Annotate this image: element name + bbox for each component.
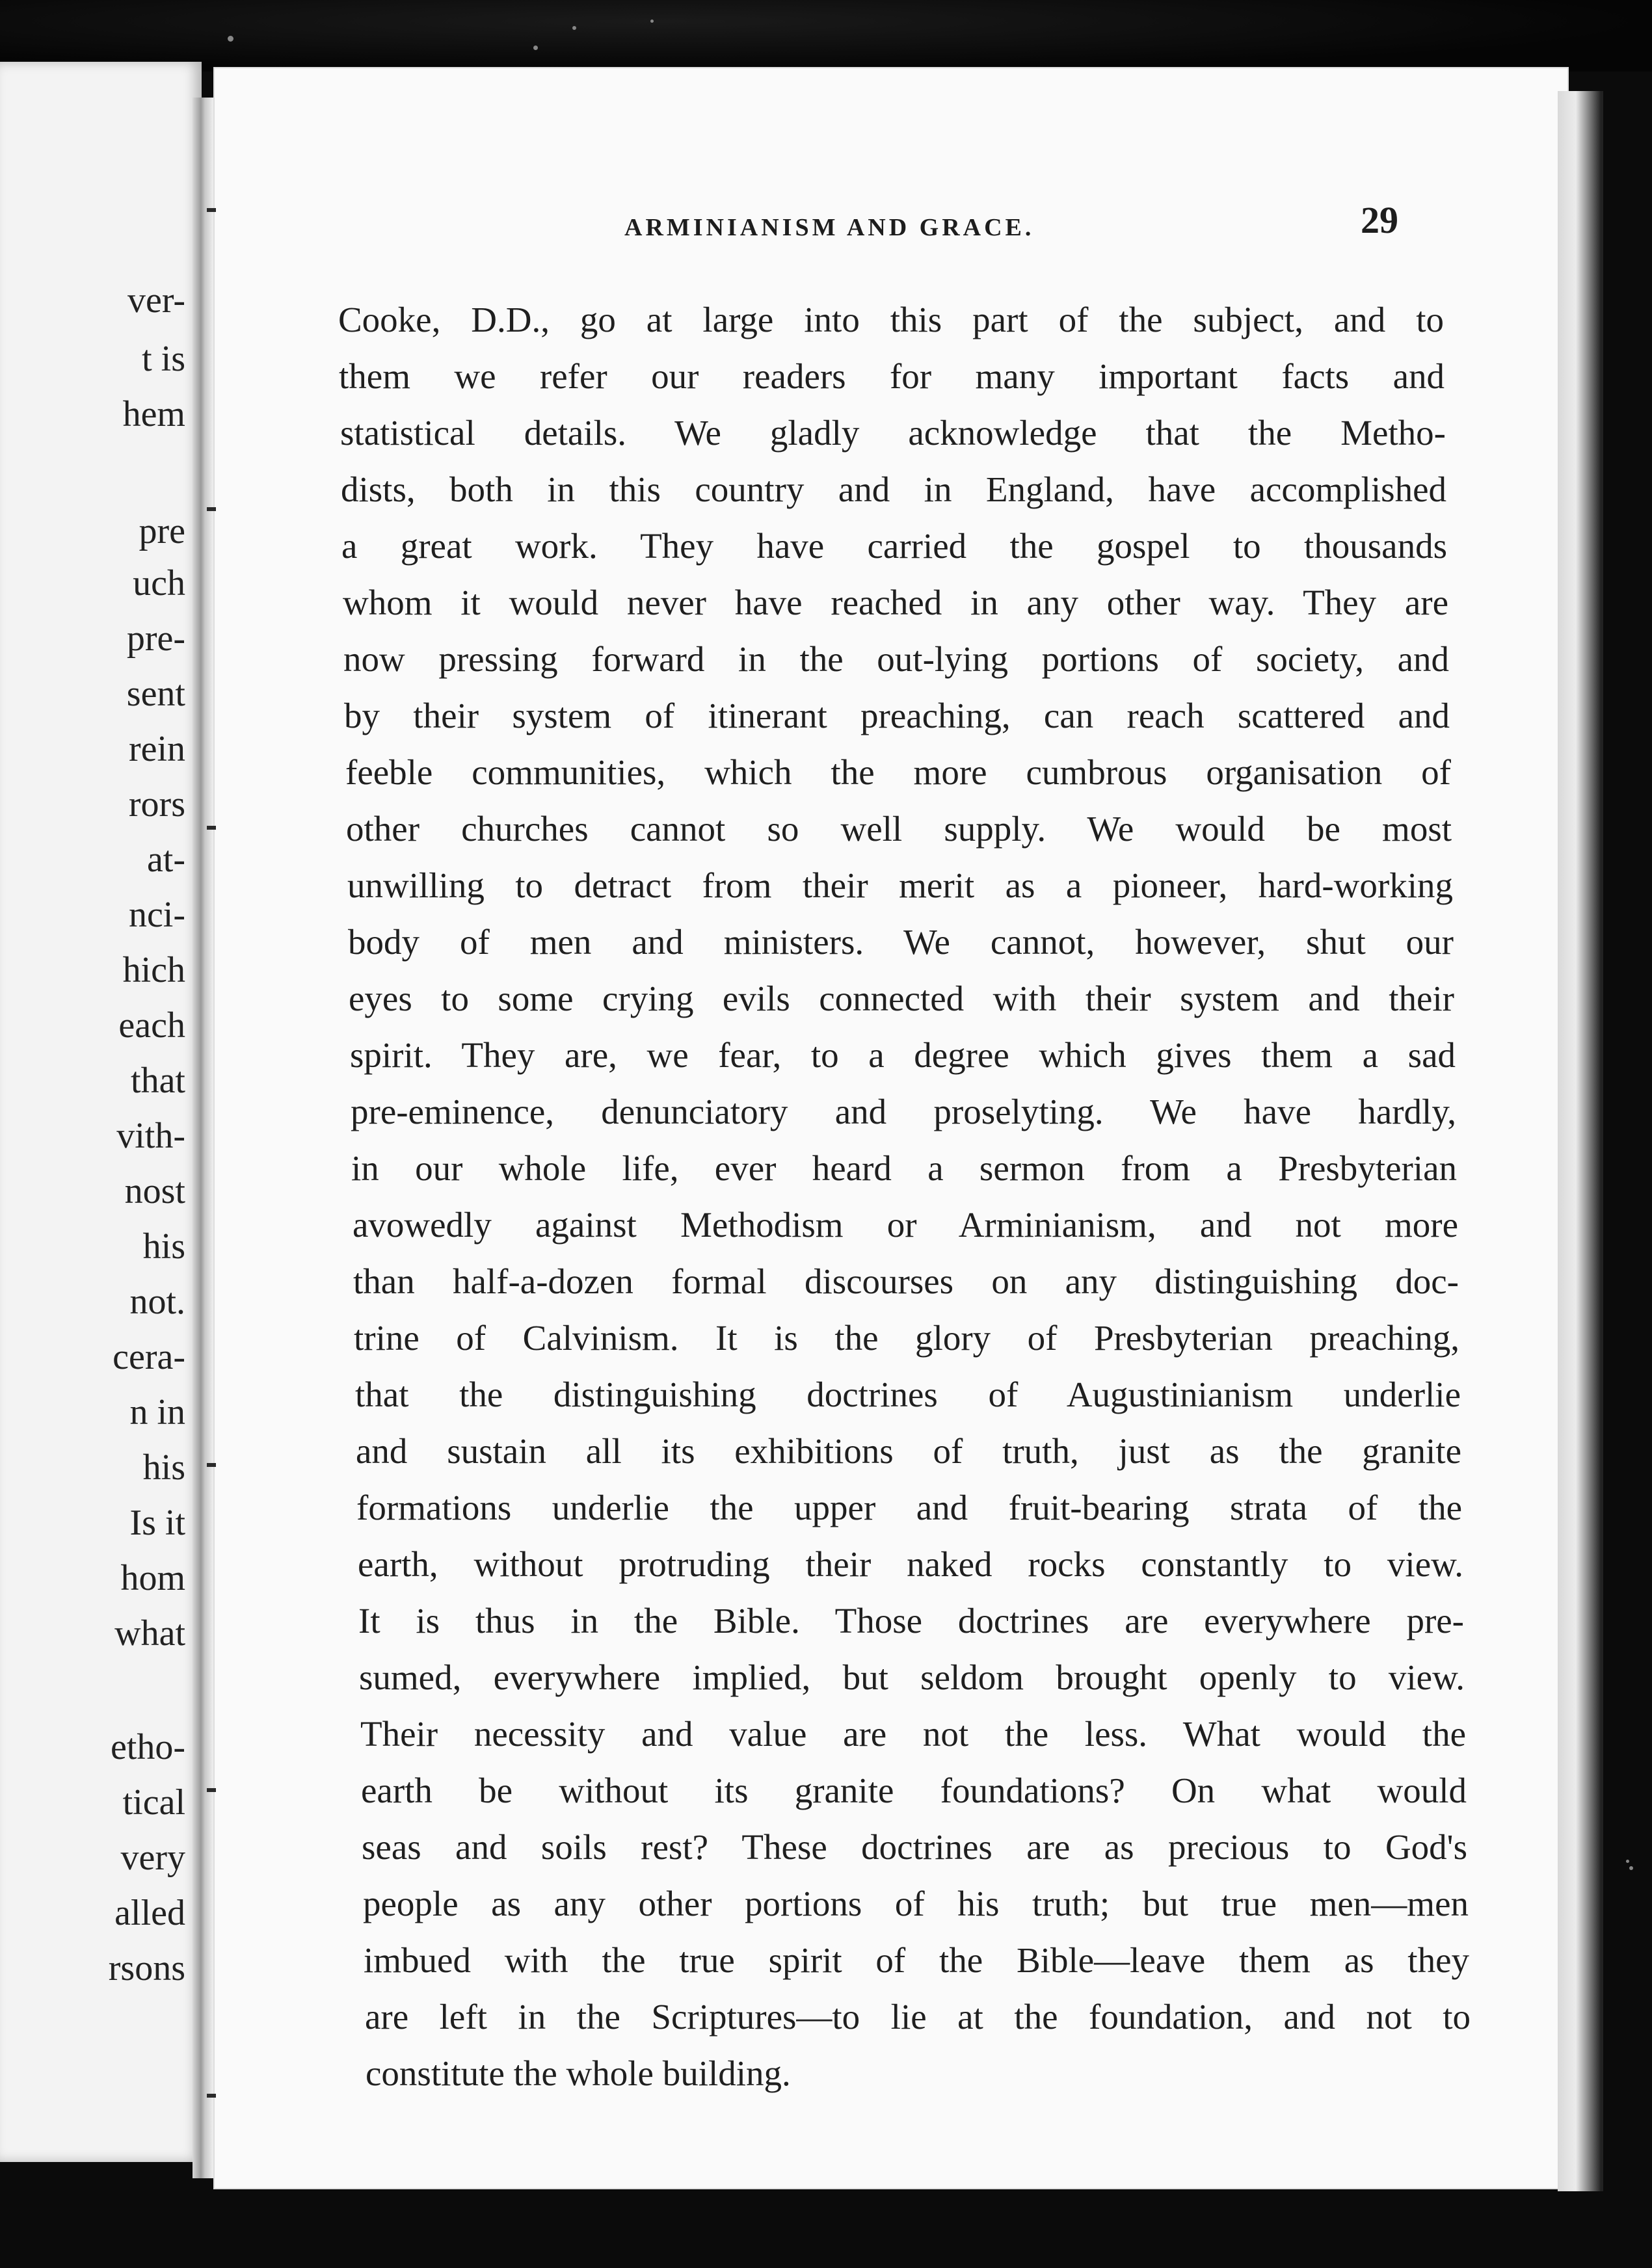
text-line: formations underlie the upper and fruit-bearing strata of the xyxy=(356,1488,1462,1527)
facing-page-line: very xyxy=(120,1838,185,1878)
facing-page-line: tical xyxy=(122,1782,185,1823)
binding-stitch xyxy=(207,1463,216,1467)
text-line: in our whole life, ever heard a sermon from a Presbyterian xyxy=(351,1148,1457,1188)
text-line: by their system of itinerant preaching, can reach scattered and xyxy=(344,696,1450,735)
film-speck xyxy=(1626,1860,1629,1863)
text-line: sumed, everywhere implied, but seldom brought openly to view. xyxy=(359,1657,1465,1697)
text-line: body of men and ministers. We cannot, however, shut our xyxy=(348,922,1454,962)
film-speck xyxy=(533,46,538,50)
facing-page-line: what xyxy=(114,1613,185,1654)
text-line: other churches cannot so well supply. We would be most xyxy=(346,809,1452,849)
text-line: a great work. They have carried the gospel to thousands xyxy=(341,526,1447,566)
facing-page-line: cera- xyxy=(113,1337,185,1377)
binding-stitch xyxy=(207,826,216,830)
film-speck xyxy=(650,20,654,23)
text-line: statistical details. We gladly acknowledge that the Metho- xyxy=(340,413,1446,453)
page-edge-shadow xyxy=(1558,91,1603,2191)
facing-page-line: hom xyxy=(120,1558,185,1598)
facing-page-line: n in xyxy=(129,1392,185,1432)
text-line: dists, both in this country and in England, have accomplished xyxy=(341,469,1446,509)
film-border-top xyxy=(0,0,1652,72)
book-gutter xyxy=(193,98,213,2178)
facing-page-line: rors xyxy=(128,784,185,824)
text-line: Their necessity and value are not the less. What would the xyxy=(360,1714,1466,1754)
facing-page-line: alled xyxy=(114,1893,185,1933)
binding-stitch xyxy=(207,1788,216,1792)
text-line: than half-a-dozen formal discourses on any distinguishing doc- xyxy=(353,1261,1459,1301)
facing-page-line: each xyxy=(118,1005,185,1046)
running-head: ARMINIANISM AND GRACE. xyxy=(624,214,1035,241)
facing-page-line: pre- xyxy=(126,618,185,659)
text-line: now pressing forward in the out-lying portions of society, and xyxy=(343,639,1449,679)
facing-page-line: pre xyxy=(139,511,185,551)
text-line: that the distinguishing doctrines of Augustinianism underlie xyxy=(355,1375,1461,1414)
text-line: trine of Calvinism. It is the glory of Presbyterian preaching, xyxy=(354,1318,1459,1358)
facing-page-line: rsons xyxy=(108,1948,185,1988)
facing-page-fragment xyxy=(0,62,202,2162)
facing-page-line: etho- xyxy=(110,1727,185,1767)
text-line: imbued with the true spirit of the Bible—leave them as they xyxy=(364,1940,1469,1980)
text-line: unwilling to detract from their merit as a pioneer, hard-working xyxy=(347,865,1453,905)
facing-page-line: nost xyxy=(124,1171,185,1211)
facing-page-line: ver- xyxy=(127,280,185,321)
text-line: and sustain all its exhibitions of truth, just as the granite xyxy=(356,1431,1461,1471)
text-line: whom it would never have reached in any other way. They are xyxy=(343,583,1448,622)
binding-stitch xyxy=(207,507,216,511)
film-speck xyxy=(1629,1866,1633,1870)
facing-page-line: hich xyxy=(122,950,185,990)
text-line: It is thus in the Bible. Those doctrines are everywhere pre- xyxy=(358,1601,1464,1641)
text-line: people as any other portions of his truth; but true men—men xyxy=(363,1884,1469,1923)
facing-page-line: sent xyxy=(126,674,185,714)
text-line: them we refer our readers for many important facts and xyxy=(339,356,1445,396)
binding-stitch xyxy=(207,208,216,212)
text-line: Cooke, D.D., go at large into this part of the subject, and to xyxy=(338,300,1444,339)
facing-page-line: t is xyxy=(142,339,185,379)
film-speck xyxy=(228,36,233,42)
facing-page-line: vith- xyxy=(116,1116,185,1156)
facing-page-line: rein xyxy=(128,729,185,769)
text-line: are left in the Scriptures—to lie at the foundation, and not to xyxy=(365,1997,1471,2037)
facing-page-line: not. xyxy=(129,1282,185,1322)
facing-page-line: his xyxy=(142,1447,185,1488)
text-line: constitute the whole building. xyxy=(366,2053,791,2093)
body-text xyxy=(338,291,1471,2102)
page-number: 29 xyxy=(1361,199,1398,241)
facing-page-line: hem xyxy=(122,394,185,434)
text-line: seas and soils rest? These doctrines are as precious to God's xyxy=(362,1827,1467,1867)
text-line: avowedly against Methodism or Arminianism, and not more xyxy=(353,1205,1458,1245)
text-line: spirit. They are, we fear, to a degree which gives them a sad xyxy=(350,1035,1456,1075)
facing-page-line: his xyxy=(142,1226,185,1267)
text-line: eyes to some crying evils connected with their system and their xyxy=(349,979,1454,1018)
facing-page-line: nci- xyxy=(128,895,185,935)
film-speck xyxy=(572,26,576,30)
text-line: pre-eminence, denunciatory and proselyting. We have hardly, xyxy=(351,1092,1456,1131)
text-line: earth, without protruding their naked rocks constantly to view. xyxy=(358,1544,1463,1584)
facing-page-line: that xyxy=(131,1061,185,1101)
facing-page-line: uch xyxy=(133,563,185,603)
text-line: feeble communities, which the more cumbrous organisation of xyxy=(345,752,1451,792)
facing-page-line: Is it xyxy=(129,1503,185,1543)
text-line: earth be without its granite foundations? On what would xyxy=(361,1771,1467,1810)
facing-page-line: at- xyxy=(146,839,185,880)
binding-stitch xyxy=(207,2094,216,2098)
